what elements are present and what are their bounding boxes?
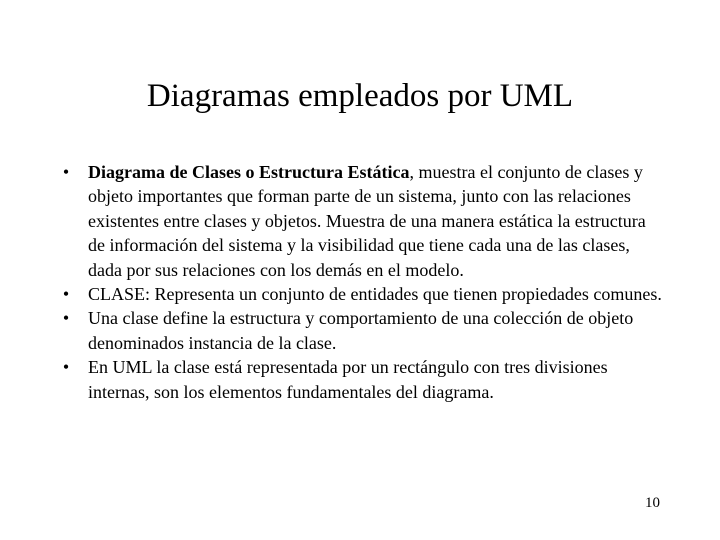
bullet-text: CLASE: Representa un conjunto de entidades que tienen propiedades comunes. <box>88 284 662 305</box>
page-number: 10 <box>645 495 660 511</box>
bullet-text: En UML la clase está representada por un rectángulo con tres divisiones internas, son los elementos fundamentales del diagrama. <box>88 357 608 402</box>
bullet-item-class-diagram <box>56 160 666 282</box>
bullet-marker: • <box>62 284 70 305</box>
bullet-marker: • <box>62 357 70 378</box>
bullet-item-uml-class <box>56 355 666 404</box>
bullet-text: Una clase define la estructura y comportamiento de una colección de objeto denominados instancia de la clase. <box>88 308 634 353</box>
bullet-item-clase <box>56 282 666 306</box>
bullet-item-class-definition <box>56 306 666 355</box>
bullet-text: , muestra el conjunto de clases y objeto importantes que forman parte de un sistema, junto con las relaciones existentes entre clases y objetos. Muestra de una manera estática la estructura de información del sistema y la visibilidad que tiene cada una de las clases, dada por sus relaciones con los demás en el modelo. <box>88 162 646 280</box>
bullet-bold-term: Diagrama de Clases o Estructura Estática <box>88 162 410 182</box>
bullet-list <box>56 160 666 404</box>
bullet-marker: • <box>62 308 70 329</box>
slide-title: Diagramas empleados por UML <box>146 78 574 114</box>
bullet-marker: • <box>62 162 70 182</box>
